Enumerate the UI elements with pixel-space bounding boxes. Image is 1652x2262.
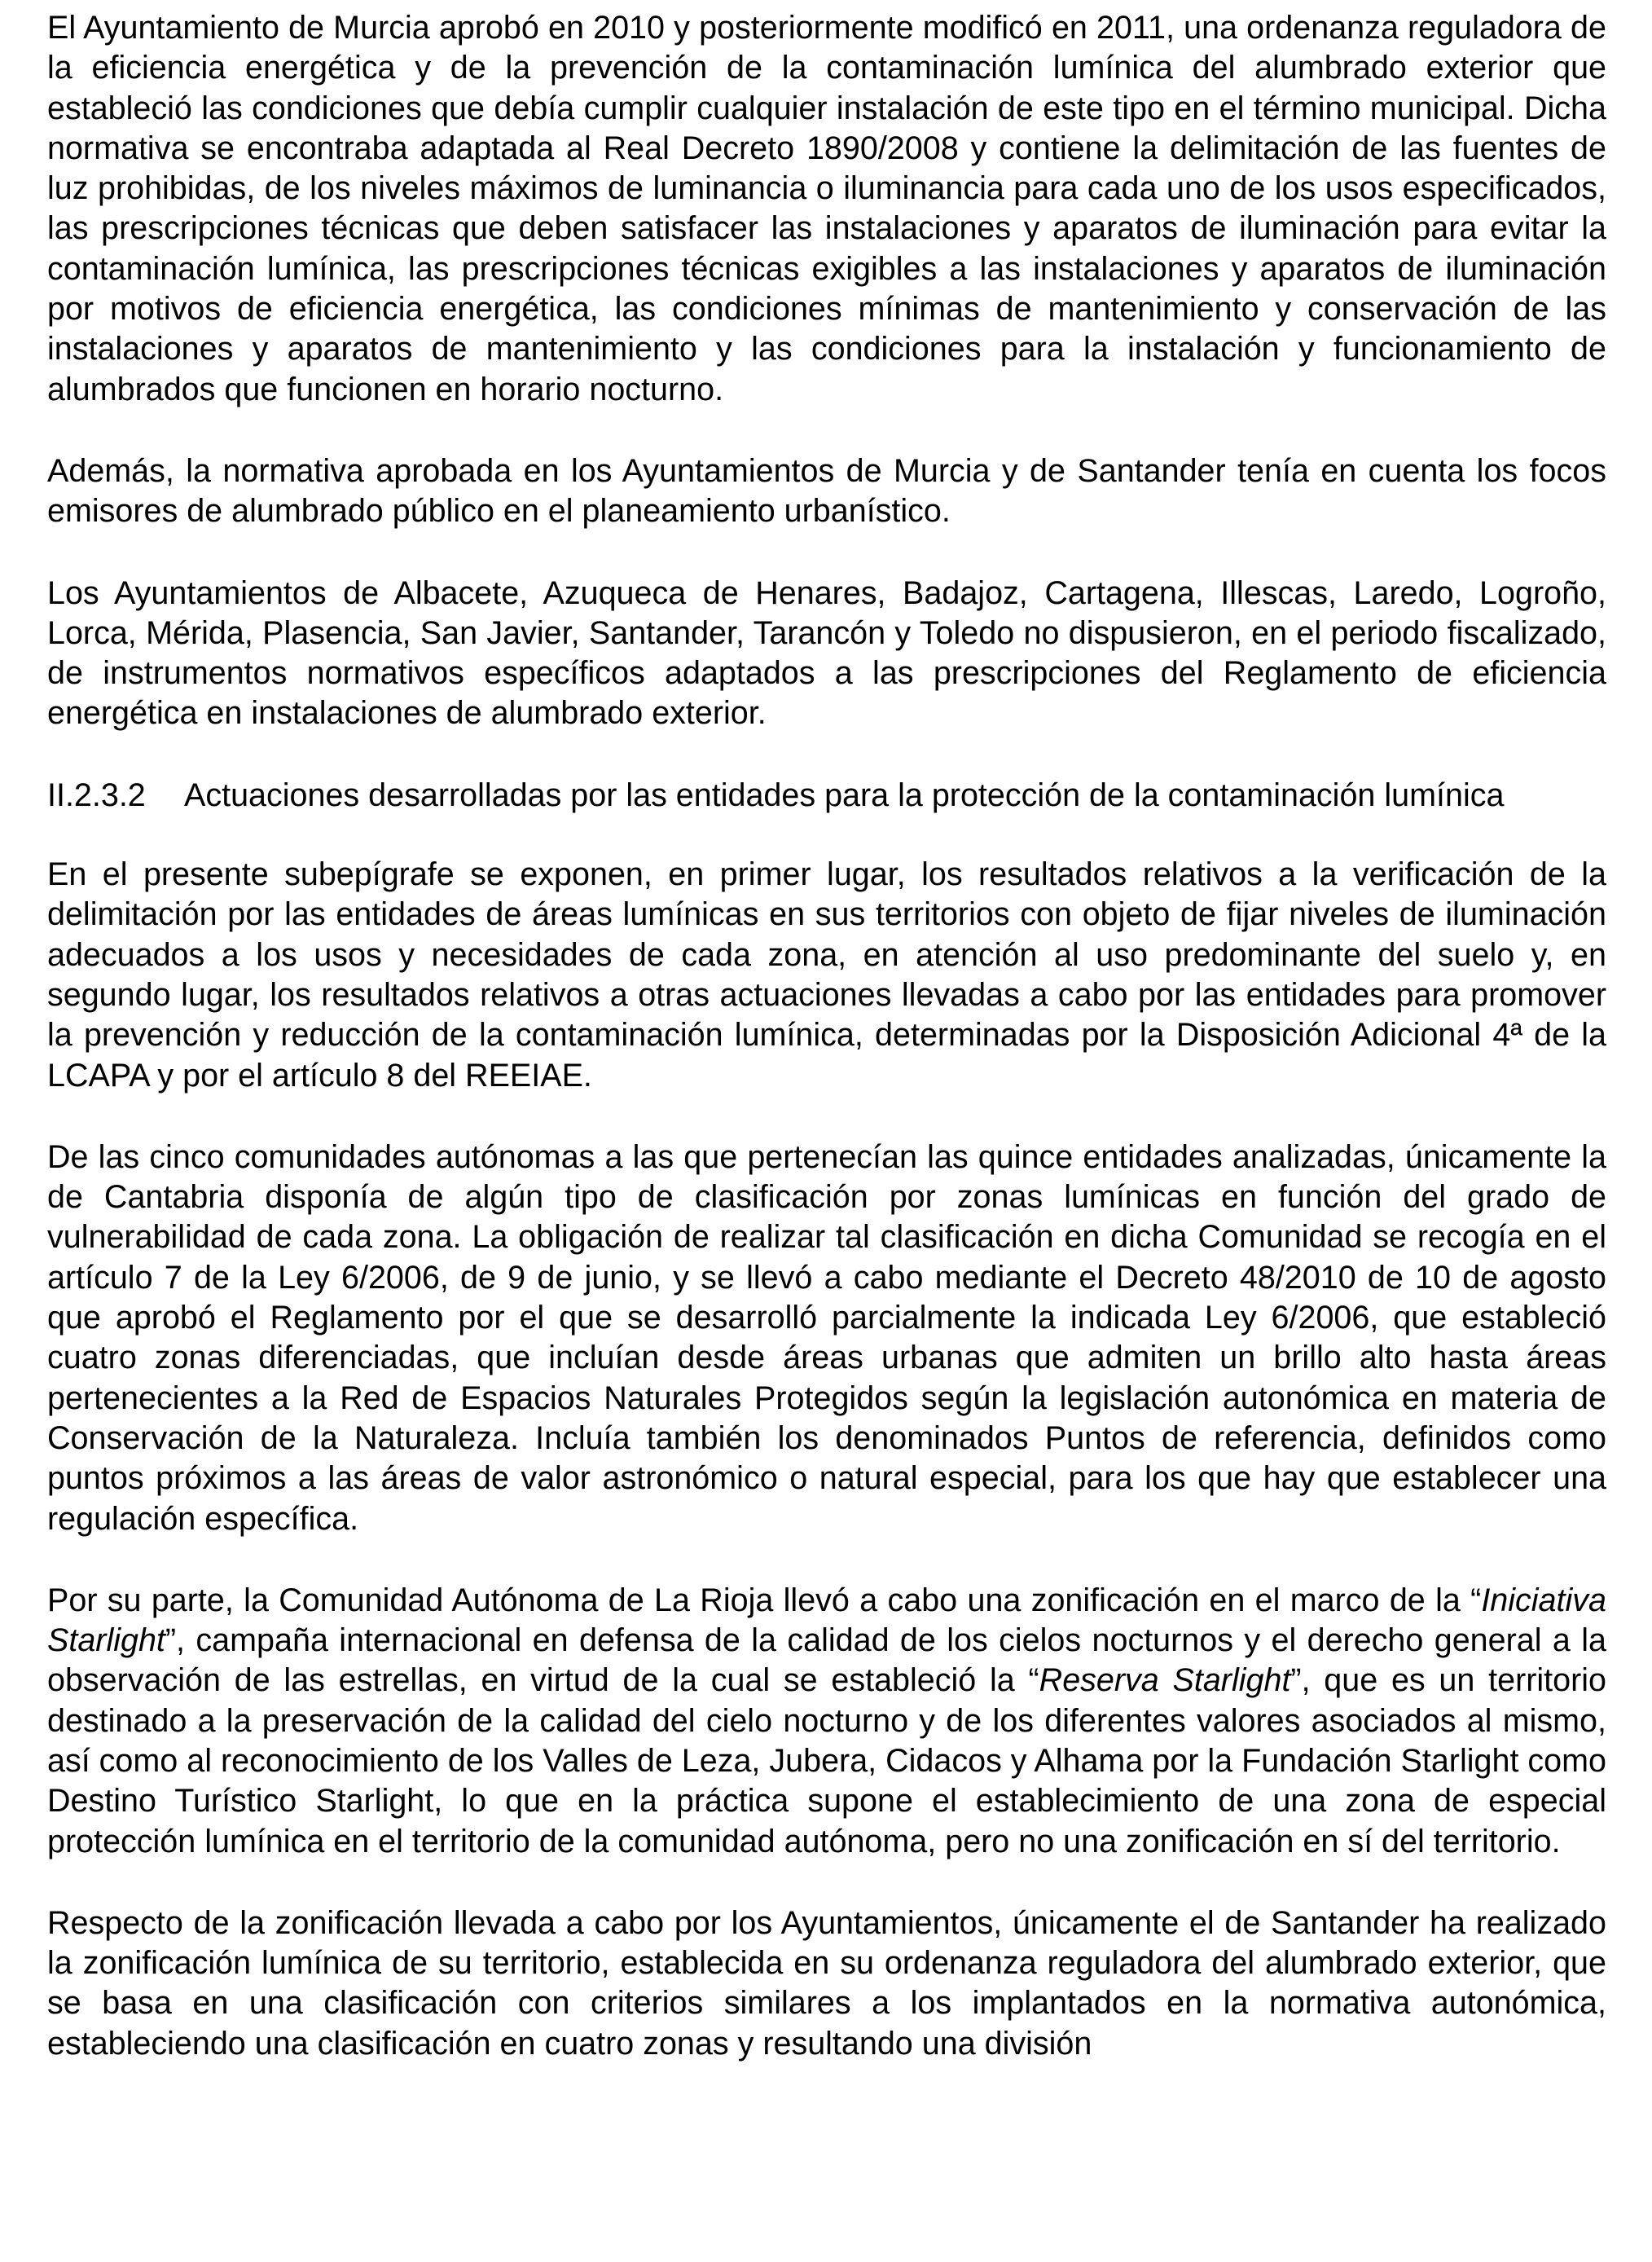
section-title: Actuaciones desarrolladas por las entidades para la protección de la contaminación lumínica: [184, 777, 1505, 813]
text-run: ”, campaña internacional en defensa de la calidad de los cielos nocturnos y el derecho general a la observación de las estrellas, en virtud de la cual se estableció la “: [47, 1622, 1606, 1699]
document-page: [47, 0, 1606, 2262]
paragraph-murcia-santander: Además, la normativa aprobada en los Ayuntamientos de Murcia y de Santander tenía en cuenta los focos emisores de alumbrado público en el planeamiento urbanístico.: [47, 452, 1606, 530]
italic-run-reserva: Reserva Starlight: [1039, 1662, 1291, 1699]
text-run: Por su parte, la Comunidad Autónoma de La Rioja llevó a cabo una zonificación en el marco de la “: [47, 1582, 1482, 1618]
paragraph-murcia-ordinance: El Ayuntamiento de Murcia aprobó en 2010 y posteriormente modificó en 2011, una ordenanza reguladora de la eficiencia energética y de la prevención de la contaminación lumínica del alumbrado exterior que estableció las condiciones que debía cumplir cualquier instalación de este tipo en el término municipal. Dicha normativa se encontraba adaptada al Real Decreto 1890/2008 y contiene la delimitación de las fuentes de luz prohibidas, de los niveles máximos de luminancia o iluminancia para cada uno de los usos especificados, las prescripciones técnicas que deben satisfacer las instalaciones y aparatos de iluminación para evitar la contaminación lumínica, las prescripciones técnicas exigibles a las instalaciones y aparatos de iluminación por motivos de eficiencia energética, las condiciones mínimas de mantenimiento y conservación de las instalaciones y aparatos de mantenimiento y las condiciones para la instalación y funcionamiento de alumbrados que funcionen en horario nocturno.: [47, 10, 1606, 407]
paragraph-subepigrafe: En el presente subepígrafe se exponen, en primer lugar, los resultados relativos a la verificación de la delimitación por las entidades de áreas lumínicas en sus territorios con objeto de fijar niveles de iluminación adecuados a los usos y necesidades de cada zona, en atención al uso predominante del suelo y, en segundo lugar, los resultados relativos a otras actuaciones llevadas a cabo por las entidades para promover la prevención y reducción de la contaminación lumínica, determinadas por la Disposición Adicional 4ª de la LCAPA y por el artículo 8 del REEIAE.: [47, 856, 1606, 1094]
section-heading: [47, 776, 1606, 816]
section-number: II.2.3.2: [47, 777, 146, 813]
text-run: ”, que es un territorio destinado a la preservación de la calidad del cielo nocturno y de los diferentes valores asociados al mismo, así como al reconocimiento de los Valles de Leza, Jubera, Cidacos y Alhama por la Fundación Starlight como Destino Turístico Starlight, lo que en la práctica supone el establecimiento de una zona de especial protección lumínica en el territorio de la comunidad autónoma, pero no una zonificación en sí del territorio.: [47, 1662, 1606, 1859]
italic-run-iniciativa: Iniciativa Starlight: [47, 1582, 1606, 1659]
paragraph-zonificacion: Respecto de la zonificación llevada a cabo por los Ayuntamientos, únicamente el de Santander ha realizado la zonificación lumínica de su territorio, establecida en su ordenanza reguladora del alumbrado exterior, que se basa en una clasificación con criterios similares a los implantados en la normativa autonómica, estableciendo una clasificación en cuatro zonas y resultando una división: [47, 1904, 1606, 2062]
paragraph-la-rioja: [47, 1581, 1606, 1862]
paragraph-cantabria: De las cinco comunidades autónomas a las que pertenecían las quince entidades analizadas, únicamente la de Cantabria disponía de algún tipo de clasificación por zonas lumínicas en función del grado de vulnerabilidad de cada zona. La obligación de realizar tal clasificación en dicha Comunidad se recogía en el artículo 7 de la Ley 6/2006, de 9 de junio, y se llevó a cabo mediante el Decreto 48/2010 de 10 de agosto que aprobó el Reglamento por el que se desarrolló parcialmente la indicada Ley 6/2006, que estableció cuatro zonas diferenciadas, que incluían desde áreas urbanas que admiten un brillo alto hasta áreas pertenecientes a la Red de Espacios Naturales Protegidos según la legislación autonómica en materia de Conservación de la Naturaleza. Incluía también los denominados Puntos de referencia, definidos como puntos próximos a las áreas de valor astronómico o natural especial, para los que hay que establecer una regulación específica.: [47, 1138, 1606, 1537]
paragraph-ayuntamientos-list: Los Ayuntamientos de Albacete, Azuqueca de Henares, Badajoz, Cartagena, Illescas, Laredo, Logroño, Lorca, Mérida, Plasencia, San Javier, Santander, Tarancón y Toledo no dispusieron, en el periodo fiscalizado, de instrumentos normativos específicos adaptados a las prescripciones del Reglamento de eficiencia energética en instalaciones de alumbrado exterior.: [47, 574, 1606, 732]
